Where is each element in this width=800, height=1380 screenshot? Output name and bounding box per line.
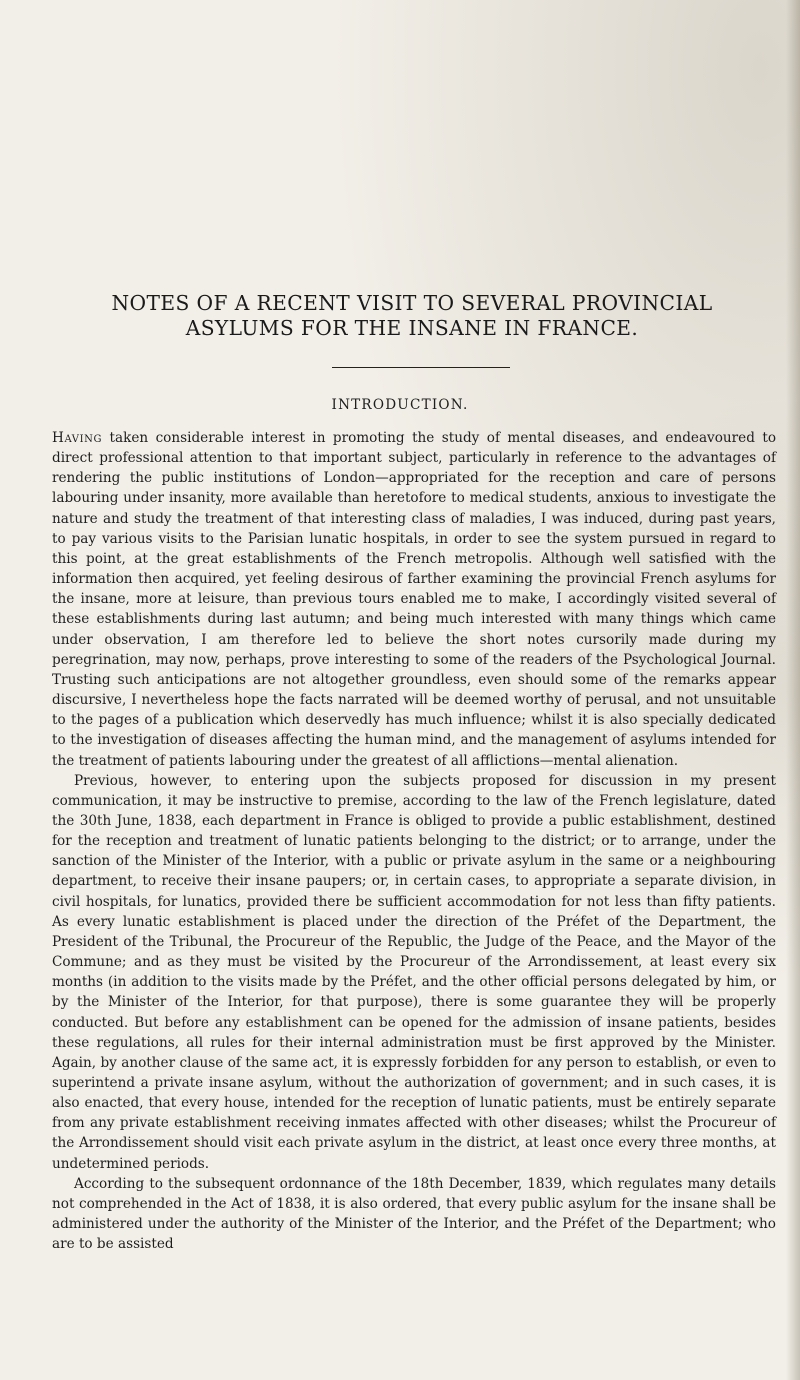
article-body (52, 428, 776, 1254)
paragraph-1 (52, 428, 776, 771)
page-edge-shadow (786, 0, 800, 1380)
paragraph-1-text: taken considerable interest in promoting the study of mental diseases, and endeavoured to direct professional attention to that important subject, particularly in reference to the advantages of rendering the public institutions of London—appropriated for the reception and care of persons labouring under insanity, more available than heretofore to medical students, anxious to investigate the nature and study the treatment of that interesting class of maladies, I was induced, during past years, to pay various visits to the Parisian lunatic hospitals, in order to see the system pursued in regard to this point, at the great establishments of the French metropolis. Although well satisfied with the information then acquired, yet feeling desirous of farther examining the provincial French asylums for the insane, more at leisure, than previous tours enabled me to make, I accordingly visited several of these establishments during last autumn; and being much interested with many things which came under observation, I am therefore led to believe the short notes cursorily made during my peregrination, may now, perhaps, prove interesting to some of the readers of the Psychological Journal. Trusting such anticipations are not altogether groundless, even should some of the remarks appear discursive, I nevertheless hope the facts narrated will be deemed worthy of perusal, and not unsuitable to the pages of a publication which deservedly has much influence; whilst it is also specially dedicated to the investigation of diseases affecting the human mind, and the management of asylums intended for the treatment of patients labouring under the greatest of all afflictions—mental alienation. (52, 430, 776, 769)
paragraph-2: Previous, however, to entering upon the subjects proposed for discussion in my present communication, it may be instructive to premise, according to the law of the French legislature, dated the 30th June, 1838, each department in France is obliged to provide a public establishment, destined for the reception and treatment of lunatic patients belonging to the district; or to arrange, under the sanction of the Minister of the Interior, with a public or private asylum in the same or a neighbouring department, to receive their insane paupers; or, in certain cases, to appropriate a separate division, in civil hospitals, for lunatics, provided there be sufficient accommodation for not less than fifty patients. As every lunatic establishment is placed under the direction of the Préfet of the Department, the President of the Tribunal, the Procureur of the Republic, the Judge of the Peace, and the Mayor of the Commune; and as they must be visited by the Procureur of the Arrondissement, at least every six months (in addition to the visits made by the Préfet, and the other official persons delegated by him, or by the Minister of the Interior, for that purpose), there is some guarantee they will be properly conducted. But before any establishment can be opened for the admission of insane patients, besides these regulations, all rules for their internal administration must be first approved by the Minister. Again, by another clause of the same act, it is expressly forbidden for any person to establish, or even to superintend a private insane asylum, without the authorization of government; and in such cases, it is also enacted, that every house, intended for the reception of lunatic patients, must be entirely separate from any private establishment receiving inmates affected with other diseases; whilst the Procureur of the Arrondissement should visit each private asylum in the district, at least once every three months, at undetermined periods. (52, 772, 776, 1172)
section-heading-introduction: INTRODUCTION. (331, 397, 469, 413)
article-title (52, 291, 772, 341)
paragraph-1-lead-word: Having (52, 430, 103, 446)
title-line-2: ASYLUMS FOR THE INSANE IN FRANCE. (185, 316, 639, 340)
title-line-1: NOTES OF A RECENT VISIT TO SEVERAL PROVINCIAL (111, 291, 713, 315)
paragraph-3: According to the subsequent ordonnance of the 18th December, 1839, which regulates many details not comprehended in the Act of 1838, it is also ordered, that every public asylum for the insane shall be administered under the authority of the Minister of the Interior, and the Préfet of the Department; who are to be assisted (52, 1175, 776, 1253)
title-divider-rule (332, 367, 510, 368)
